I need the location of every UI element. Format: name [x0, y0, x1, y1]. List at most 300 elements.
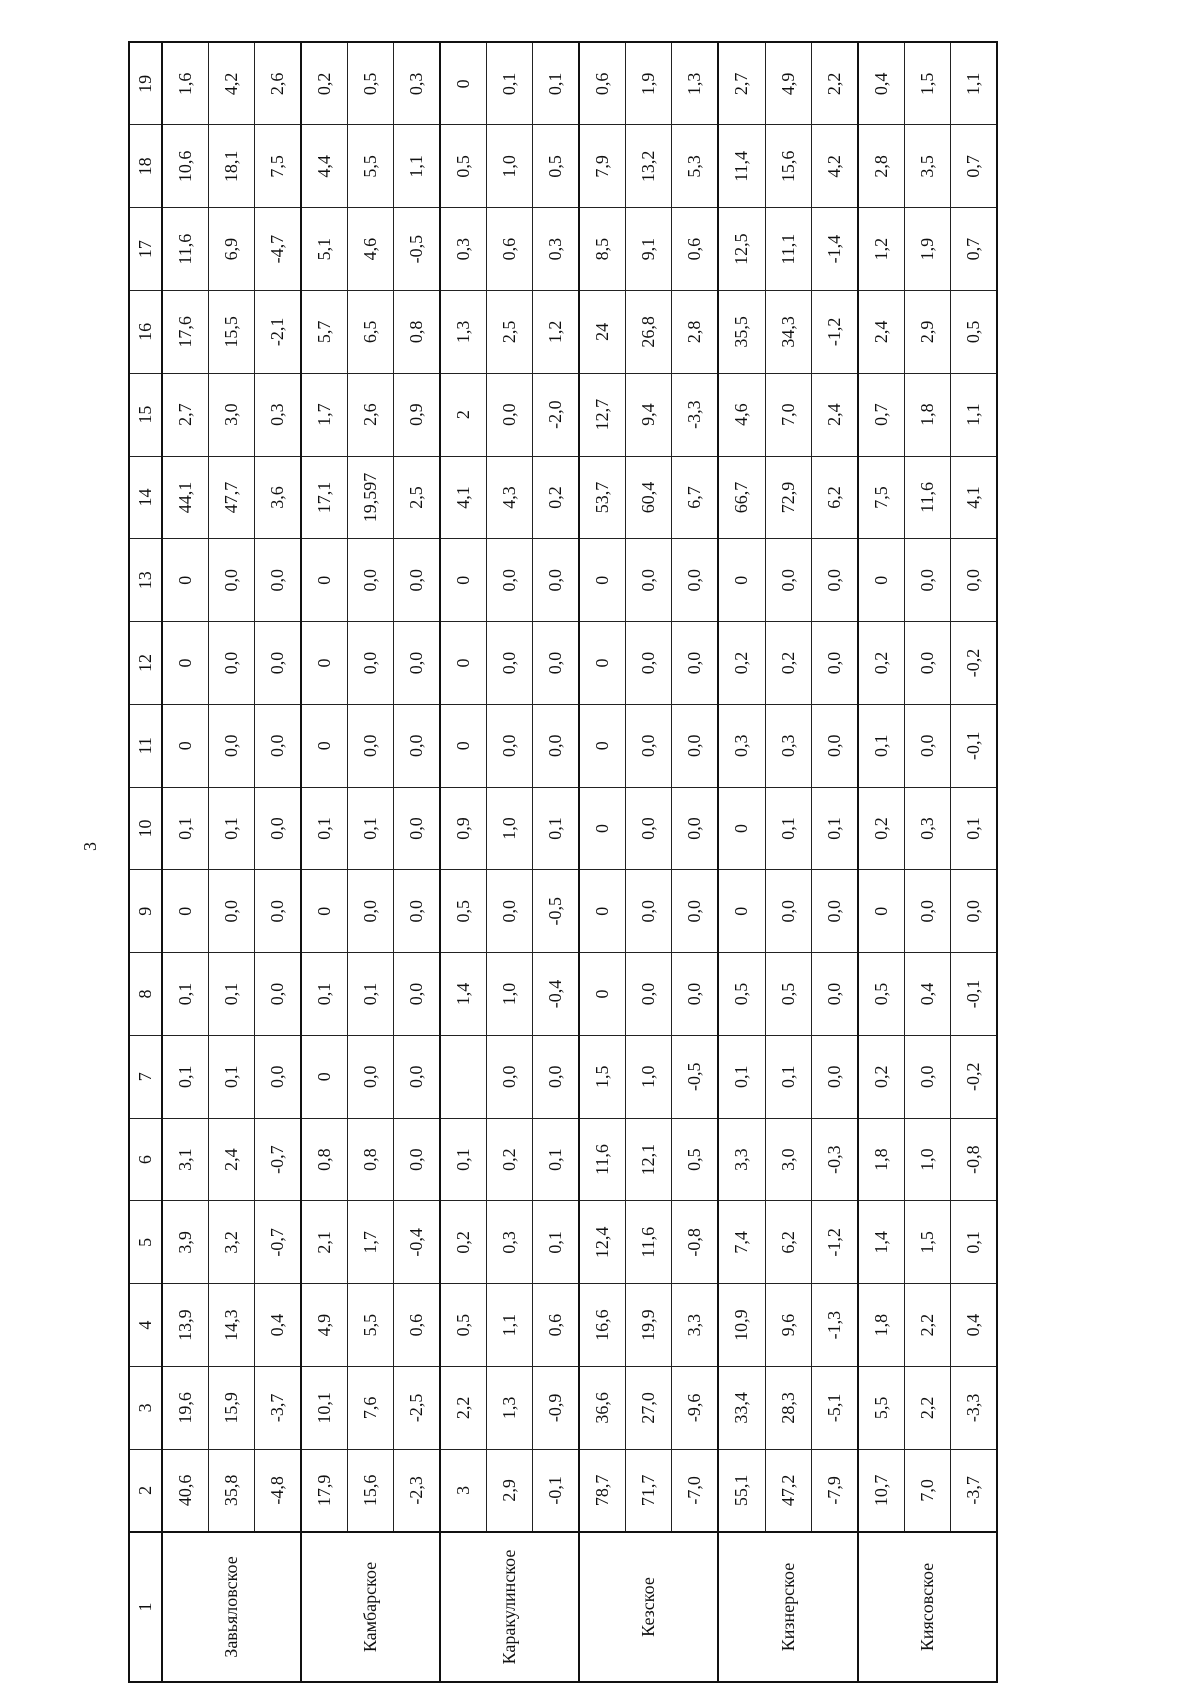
table-cell: 0,1 — [533, 787, 580, 870]
table-cell: 2,2 — [904, 1366, 950, 1449]
table-cell: 66,7 — [718, 456, 765, 539]
table-row — [626, 42, 672, 1682]
table-cell: 4,9 — [301, 1284, 348, 1367]
table-cell: 1,6 — [162, 42, 209, 125]
table-cell: 5,5 — [858, 1366, 905, 1449]
table-cell: 1,2 — [858, 208, 905, 291]
table-row — [950, 42, 997, 1682]
table-cell: 0,8 — [394, 291, 441, 374]
table-cell: 3,3 — [718, 1118, 765, 1201]
table-cell: 2,6 — [254, 42, 301, 125]
table-cell: 6,7 — [672, 456, 719, 539]
table-cell: 0,1 — [533, 42, 580, 125]
table-cell: 0,3 — [487, 1201, 533, 1284]
table-cell: 0,0 — [626, 787, 672, 870]
table-cell: 0,0 — [811, 870, 858, 953]
table-cell: 17,1 — [301, 456, 348, 539]
table-cell: 0 — [440, 539, 487, 622]
table-cell: 0 — [162, 539, 209, 622]
table-cell: 1,9 — [904, 208, 950, 291]
table-cell: 0,3 — [440, 208, 487, 291]
table-cell: 2,5 — [394, 456, 441, 539]
table-cell: 1,8 — [904, 373, 950, 456]
table-cell: 0 — [718, 539, 765, 622]
table-cell: 18,1 — [208, 125, 254, 208]
table-row — [254, 42, 301, 1682]
column-header: 6 — [129, 1118, 162, 1201]
table-cell: 0,9 — [440, 787, 487, 870]
table-cell: 0,0 — [626, 870, 672, 953]
table-cell: -1,3 — [811, 1284, 858, 1367]
table-cell: 0 — [440, 622, 487, 705]
table-cell: -0,5 — [394, 208, 441, 291]
table-cell: 0,0 — [533, 622, 580, 705]
table-cell: 8,5 — [579, 208, 626, 291]
table-cell: -9,6 — [672, 1366, 719, 1449]
table-cell: 0,6 — [533, 1284, 580, 1367]
table-cell: 0,5 — [858, 953, 905, 1036]
table-cell: 15,5 — [208, 291, 254, 374]
table-cell: 0,1 — [301, 787, 348, 870]
table-cell: 0,0 — [208, 622, 254, 705]
table-cell: -0,7 — [254, 1118, 301, 1201]
table-cell: 1,1 — [950, 42, 997, 125]
table-cell: 1,1 — [394, 125, 441, 208]
table-cell: -2,3 — [394, 1449, 441, 1532]
table-row — [904, 42, 950, 1682]
region-name: Камбарское — [301, 1532, 440, 1682]
table-cell: 11,6 — [162, 208, 209, 291]
table-cell: 19,6 — [162, 1366, 209, 1449]
column-header: 4 — [129, 1284, 162, 1367]
table-row — [347, 42, 393, 1682]
table-cell: 0,0 — [394, 953, 441, 1036]
table-cell: 60,4 — [626, 456, 672, 539]
column-header: 7 — [129, 1035, 162, 1118]
table-cell: 16,6 — [579, 1284, 626, 1367]
header-row — [129, 42, 162, 1682]
table-cell: 28,3 — [765, 1366, 811, 1449]
table-cell: 9,4 — [626, 373, 672, 456]
column-header: 16 — [129, 291, 162, 374]
column-header: 19 — [129, 42, 162, 125]
table-cell: 0,1 — [950, 787, 997, 870]
column-header: 10 — [129, 787, 162, 870]
table-cell: 0,6 — [579, 42, 626, 125]
table-cell: 6,9 — [208, 208, 254, 291]
table-cell: 0,5 — [718, 953, 765, 1036]
rotated-table-container — [128, 43, 998, 1683]
table-cell: -0,4 — [394, 1201, 441, 1284]
table-cell: 17,6 — [162, 291, 209, 374]
table-cell: 0,0 — [533, 539, 580, 622]
table-cell: 4,9 — [765, 42, 811, 125]
table-cell: 0 — [301, 704, 348, 787]
table-cell: 0,2 — [487, 1118, 533, 1201]
table-cell: 19,9 — [626, 1284, 672, 1367]
table-cell: -7,9 — [811, 1449, 858, 1532]
table-cell: 0 — [718, 787, 765, 870]
table-cell: 0,0 — [811, 622, 858, 705]
table-cell: 7,0 — [765, 373, 811, 456]
table-cell: 5,5 — [347, 125, 393, 208]
table-cell: 7,9 — [579, 125, 626, 208]
table-cell: 0,0 — [672, 953, 719, 1036]
table-cell: 0,0 — [347, 1035, 393, 1118]
table-cell: -3,7 — [254, 1366, 301, 1449]
table-cell: -4,8 — [254, 1449, 301, 1532]
table-cell: 0 — [301, 622, 348, 705]
table-cell: 0,5 — [440, 870, 487, 953]
table-cell: 2,6 — [347, 373, 393, 456]
table-cell: 0,7 — [950, 125, 997, 208]
table-cell: 0,1 — [347, 787, 393, 870]
table-cell: -0,9 — [533, 1366, 580, 1449]
table-cell: 11,6 — [579, 1118, 626, 1201]
table-cell: 0,0 — [811, 539, 858, 622]
table-cell: 15,6 — [347, 1449, 393, 1532]
table-cell: 3,9 — [162, 1201, 209, 1284]
table-cell: 1,0 — [904, 1118, 950, 1201]
table-cell: 6,2 — [765, 1201, 811, 1284]
table-cell: 0,0 — [626, 704, 672, 787]
table-cell: 2,9 — [904, 291, 950, 374]
table-cell: 0,5 — [440, 1284, 487, 1367]
column-header: 15 — [129, 373, 162, 456]
table-cell: 1,7 — [301, 373, 348, 456]
table-cell: 0,1 — [440, 1118, 487, 1201]
column-header: 1 — [129, 1532, 162, 1682]
table-cell: 0 — [858, 870, 905, 953]
table-cell: 1,5 — [904, 42, 950, 125]
table-cell: 0 — [301, 1035, 348, 1118]
table-cell: 27,0 — [626, 1366, 672, 1449]
table-cell: -1,2 — [811, 291, 858, 374]
table-cell: 0,1 — [487, 42, 533, 125]
table-cell: 0 — [440, 42, 487, 125]
column-header: 8 — [129, 953, 162, 1036]
table-cell: 1,4 — [440, 953, 487, 1036]
table-cell: 0,0 — [533, 704, 580, 787]
table-cell: 47,2 — [765, 1449, 811, 1532]
table-cell: 0 — [579, 622, 626, 705]
table-cell: 0,0 — [950, 539, 997, 622]
table-cell: 0,0 — [254, 539, 301, 622]
table-cell: 0,4 — [254, 1284, 301, 1367]
table-row — [394, 42, 441, 1682]
table-cell: 7,6 — [347, 1366, 393, 1449]
table-cell: 34,3 — [765, 291, 811, 374]
table-row — [811, 42, 858, 1682]
table-cell: 12,4 — [579, 1201, 626, 1284]
table-cell: 0,0 — [394, 870, 441, 953]
table-cell: 1,8 — [858, 1284, 905, 1367]
table-cell: 0,6 — [487, 208, 533, 291]
table-cell: 72,9 — [765, 456, 811, 539]
table-cell: 4,1 — [950, 456, 997, 539]
table-row — [858, 42, 905, 1682]
table-cell: 17,9 — [301, 1449, 348, 1532]
table-cell: -7,0 — [672, 1449, 719, 1532]
table-cell: 0,1 — [811, 787, 858, 870]
table-cell: 47,7 — [208, 456, 254, 539]
region-name: Киясовское — [858, 1532, 997, 1682]
table-row — [765, 42, 811, 1682]
region-name: Кезское — [579, 1532, 718, 1682]
table-cell: 7,5 — [858, 456, 905, 539]
table-row — [440, 42, 487, 1682]
table-cell: -0,1 — [950, 704, 997, 787]
table-cell: 10,9 — [718, 1284, 765, 1367]
table-cell: 6,2 — [811, 456, 858, 539]
table-cell: 1,3 — [672, 42, 719, 125]
table-cell: 1,1 — [950, 373, 997, 456]
column-header: 17 — [129, 208, 162, 291]
table-cell: 0 — [162, 622, 209, 705]
table-cell: 3,3 — [672, 1284, 719, 1367]
table-cell: 0,2 — [858, 787, 905, 870]
table-cell: 0,2 — [718, 622, 765, 705]
table-cell: 0,0 — [487, 539, 533, 622]
table-cell: 0,0 — [811, 704, 858, 787]
table-cell: 0,1 — [301, 953, 348, 1036]
table-cell: 0,0 — [765, 539, 811, 622]
column-header: 12 — [129, 622, 162, 705]
table-cell: 1,1 — [487, 1284, 533, 1367]
table-cell: 0 — [579, 539, 626, 622]
table-cell: 14,3 — [208, 1284, 254, 1367]
table-cell: 9,6 — [765, 1284, 811, 1367]
table-cell: 0,0 — [347, 622, 393, 705]
table-cell: -3,3 — [672, 373, 719, 456]
table-cell: -0,8 — [950, 1118, 997, 1201]
table-cell: 1,7 — [347, 1201, 393, 1284]
table-cell: 0,0 — [626, 953, 672, 1036]
table-cell: 2,8 — [672, 291, 719, 374]
table-cell: 7,0 — [904, 1449, 950, 1532]
table-cell: 78,7 — [579, 1449, 626, 1532]
table-cell: 1,0 — [487, 125, 533, 208]
table-cell: 0 — [301, 539, 348, 622]
page-number: 3 — [80, 842, 100, 851]
table-cell: 19,597 — [347, 456, 393, 539]
table-row — [579, 42, 626, 1682]
table-cell: 4,2 — [208, 42, 254, 125]
table-cell: 1,9 — [626, 42, 672, 125]
table-cell: 0,1 — [347, 953, 393, 1036]
table-cell: -0,4 — [533, 953, 580, 1036]
table-cell: -3,3 — [950, 1366, 997, 1449]
table-cell: 0,0 — [487, 870, 533, 953]
column-header: 14 — [129, 456, 162, 539]
table-cell: 5,5 — [347, 1284, 393, 1367]
table-cell: 0,2 — [301, 42, 348, 125]
table-cell: 0,0 — [254, 1035, 301, 1118]
table-cell: 15,6 — [765, 125, 811, 208]
table-cell: 12,1 — [626, 1118, 672, 1201]
table-cell: 0,0 — [254, 870, 301, 953]
table-cell: 0,0 — [347, 870, 393, 953]
table-cell: 13,2 — [626, 125, 672, 208]
table-cell: 0,2 — [440, 1201, 487, 1284]
column-header: 9 — [129, 870, 162, 953]
table-cell: -0,2 — [950, 1035, 997, 1118]
table-cell: 0,0 — [765, 870, 811, 953]
table-cell: 0,0 — [904, 539, 950, 622]
table-cell: -3,7 — [950, 1449, 997, 1532]
table-cell: 0,3 — [533, 208, 580, 291]
table-cell: 0,2 — [858, 622, 905, 705]
table-cell: 0,0 — [811, 1035, 858, 1118]
table-cell: 10,1 — [301, 1366, 348, 1449]
table-cell: 1,8 — [858, 1118, 905, 1201]
table-cell: 0,4 — [904, 953, 950, 1036]
table-cell: 2,8 — [858, 125, 905, 208]
table-cell: 0,5 — [765, 953, 811, 1036]
table-cell: 0,0 — [904, 870, 950, 953]
table-cell: 0,5 — [347, 42, 393, 125]
column-header: 3 — [129, 1366, 162, 1449]
table-cell — [440, 1035, 487, 1118]
table-cell: 0,5 — [672, 1118, 719, 1201]
table-cell: -1,2 — [811, 1201, 858, 1284]
table-cell: 4,2 — [811, 125, 858, 208]
table-cell: 0,1 — [162, 1035, 209, 1118]
table-cell: 2,2 — [440, 1366, 487, 1449]
table-cell: 1,3 — [487, 1366, 533, 1449]
table-cell: 10,6 — [162, 125, 209, 208]
table-cell: 0,1 — [858, 704, 905, 787]
table-cell: 0,0 — [208, 704, 254, 787]
table-cell: 0,5 — [533, 125, 580, 208]
table-cell: 0,0 — [904, 704, 950, 787]
table-cell: -0,5 — [533, 870, 580, 953]
table-cell: 1,5 — [904, 1201, 950, 1284]
table-cell: -2,1 — [254, 291, 301, 374]
table-cell: 0,0 — [672, 787, 719, 870]
table-cell: 0,0 — [487, 373, 533, 456]
table-cell: -0,1 — [950, 953, 997, 1036]
table-cell: 3,0 — [765, 1118, 811, 1201]
table-cell: 0 — [162, 870, 209, 953]
table-cell: 0 — [858, 539, 905, 622]
table-cell: 35,5 — [718, 291, 765, 374]
table-cell: -1,4 — [811, 208, 858, 291]
table-cell: 36,6 — [579, 1366, 626, 1449]
table-cell: 2,2 — [811, 42, 858, 125]
table-cell: 0,4 — [858, 42, 905, 125]
table-cell: 0,1 — [950, 1201, 997, 1284]
table-cell: 0,2 — [765, 622, 811, 705]
table-cell: 9,1 — [626, 208, 672, 291]
table-cell: 5,1 — [301, 208, 348, 291]
table-cell: 0,1 — [533, 1118, 580, 1201]
table-cell: 0,0 — [950, 870, 997, 953]
table-cell: 0,8 — [301, 1118, 348, 1201]
table-cell: 0,0 — [533, 1035, 580, 1118]
table-cell: 5,7 — [301, 291, 348, 374]
table-cell: 2,4 — [811, 373, 858, 456]
table-cell: 0,0 — [254, 704, 301, 787]
table-cell: 0,0 — [394, 1035, 441, 1118]
table-cell: 0,1 — [162, 787, 209, 870]
table-cell: 0,1 — [718, 1035, 765, 1118]
table-cell: 15,9 — [208, 1366, 254, 1449]
table-cell: 0,0 — [672, 622, 719, 705]
table-cell: -0,8 — [672, 1201, 719, 1284]
table-cell: 24 — [579, 291, 626, 374]
table-cell: 0,3 — [254, 373, 301, 456]
table-cell: 0,0 — [394, 704, 441, 787]
table-cell: 0,1 — [533, 1201, 580, 1284]
table-cell: 0,0 — [254, 787, 301, 870]
table-row — [533, 42, 580, 1682]
table-cell: 2 — [440, 373, 487, 456]
table-cell: 0,6 — [672, 208, 719, 291]
table-cell: 0,0 — [208, 870, 254, 953]
table-cell: 0,1 — [162, 953, 209, 1036]
table-cell: 0,9 — [394, 373, 441, 456]
table-cell: 0,6 — [394, 1284, 441, 1367]
table-cell: 71,7 — [626, 1449, 672, 1532]
table-cell: 2,9 — [487, 1449, 533, 1532]
table-cell: 0,4 — [950, 1284, 997, 1367]
table-cell: 0,0 — [394, 787, 441, 870]
column-header: 18 — [129, 125, 162, 208]
table-cell: 4,6 — [718, 373, 765, 456]
region-name: Каракулинское — [440, 1532, 579, 1682]
table-cell: 0 — [162, 704, 209, 787]
column-header: 5 — [129, 1201, 162, 1284]
table-cell: 0,0 — [904, 1035, 950, 1118]
table-cell: 0,0 — [811, 953, 858, 1036]
table-cell: 26,8 — [626, 291, 672, 374]
table-cell: 0,1 — [208, 953, 254, 1036]
column-header: 13 — [129, 539, 162, 622]
table-cell: 3,0 — [208, 373, 254, 456]
table-cell: -0,7 — [254, 1201, 301, 1284]
table-cell: 0,0 — [487, 704, 533, 787]
table-cell: 0,0 — [254, 622, 301, 705]
table-cell: 0,5 — [440, 125, 487, 208]
table-cell: 0,0 — [672, 870, 719, 953]
table-cell: 1,0 — [626, 1035, 672, 1118]
table-cell: 0,3 — [718, 704, 765, 787]
table-cell: -2,5 — [394, 1366, 441, 1449]
table-cell: 3,6 — [254, 456, 301, 539]
table-cell: 0 — [579, 870, 626, 953]
table-cell: 1,0 — [487, 953, 533, 1036]
table-cell: 0,7 — [950, 208, 997, 291]
table-cell: 0 — [440, 704, 487, 787]
table-cell: 33,4 — [718, 1366, 765, 1449]
table-cell: 0,0 — [347, 704, 393, 787]
table-cell: 0 — [579, 787, 626, 870]
table-cell: 0,0 — [394, 622, 441, 705]
table-cell: 0,0 — [394, 1118, 441, 1201]
table-cell: 12,7 — [579, 373, 626, 456]
table-cell: -0,1 — [533, 1449, 580, 1532]
table-cell: 0,7 — [858, 373, 905, 456]
table-cell: 0,0 — [347, 539, 393, 622]
table-cell: 0,0 — [626, 622, 672, 705]
table-row — [301, 42, 348, 1682]
table-cell: 0,3 — [765, 704, 811, 787]
table-cell: 2,7 — [162, 373, 209, 456]
table-cell: 2,4 — [208, 1118, 254, 1201]
table-row — [162, 42, 209, 1682]
table-cell: 0,2 — [858, 1035, 905, 1118]
